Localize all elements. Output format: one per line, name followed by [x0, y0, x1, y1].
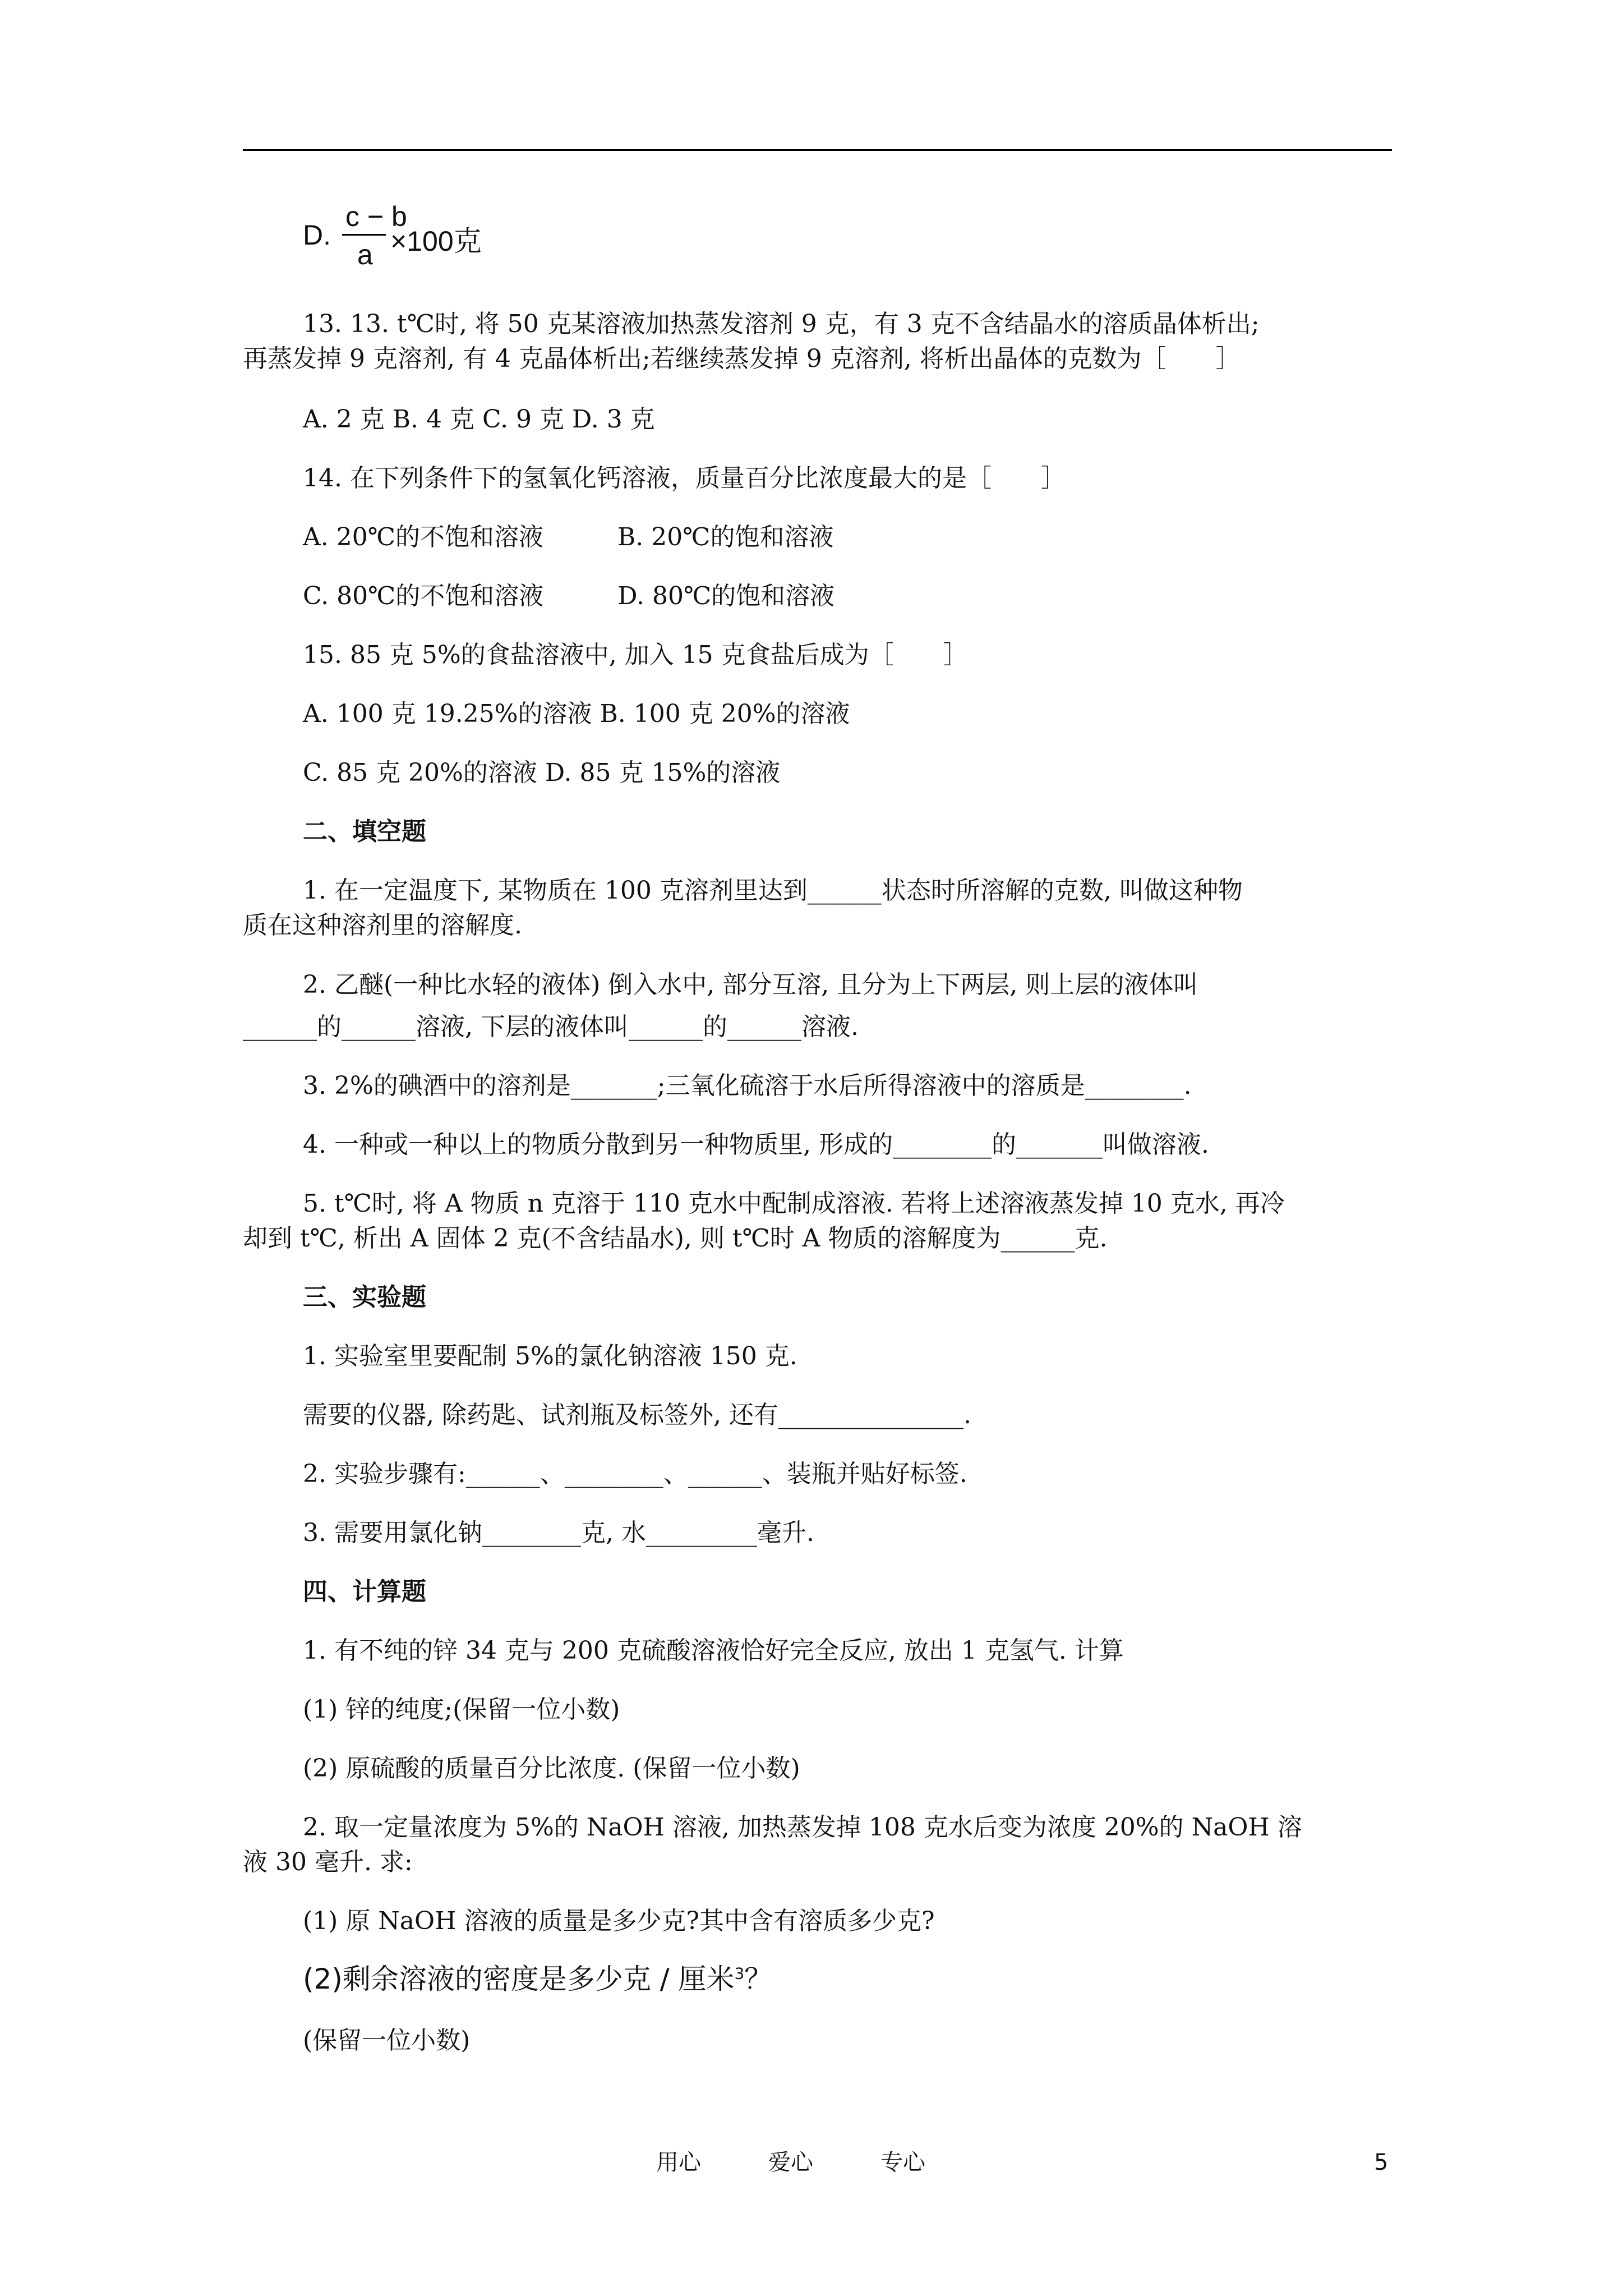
fraction-bar [342, 234, 386, 236]
option-d-suffix: ×100克 [390, 226, 482, 257]
formula-denominator: a [357, 239, 373, 270]
fill-q5-line1: 5. t℃时, 将 A 物质 n 克溶于 110 克水中配制成溶液. 若将上述溶液蒸发掉 10 克水, 再冷 [303, 1189, 1285, 1218]
fill-q3: 3. 2%的碘酒中的溶剂是_______;三氧化硫溶于水后所得溶液中的溶质是________. [303, 1071, 1192, 1100]
footer-motto-3: 专心 [880, 2150, 925, 2175]
question-13-options: A. 2 克 B. 4 克 C. 9 克 D. 3 克 [303, 405, 655, 434]
calc-q1-part1: (1) 锌的纯度;(保留一位小数) [303, 1695, 620, 1724]
question-15-stem: 15. 85 克 5%的食盐溶液中, 加入 15 克食盐后成为［ ］ [303, 641, 968, 669]
fill-q1-line1: 1. 在一定温度下, 某物质在 100 克溶剂里达到______状态时所溶解的克数, 叫做这种物 [303, 876, 1243, 905]
section-calc-title: 四、计算题 [303, 1577, 426, 1606]
experiment-q2: 2. 实验步骤有:______、________、______、装瓶并贴好标签. [303, 1460, 967, 1488]
fill-q1-line2: 质在这种溶剂里的溶解度. [243, 911, 522, 940]
calc-q2-line1: 2. 取一定量浓度为 5%的 NaOH 溶液, 加热蒸发掉 108 克水后变为浓度 20%的 NaOH 溶 [303, 1813, 1302, 1842]
question-14-options-ab: A. 20℃的不饱和溶液 B. 20℃的饱和溶液 [303, 523, 834, 551]
fill-q2-line1: 2. 乙醚(一种比水轻的液体) 倒入水中, 部分互溶, 且分为上下两层, 则上层的液体叫 [303, 970, 1198, 999]
option-d-prefix: D. [303, 219, 331, 251]
experiment-q1-instruments: 需要的仪器, 除药匙、试剂瓶及标签外, 还有_______________. [303, 1401, 971, 1429]
calc-q2-note: (保留一位小数) [303, 2026, 471, 2055]
fill-q2-line2: ______的______溶液, 下层的液体叫______的______溶液. [243, 1013, 859, 1041]
question-13-line1: 13. 13. t℃时, 将 50 克某溶液加热蒸发溶剂 9 克，有 3 克不含结晶水的溶质晶体析出; [303, 310, 1260, 338]
question-14-options-cd: C. 80℃的不饱和溶液 D. 80℃的饱和溶液 [303, 582, 835, 610]
calc-q2-line2: 液 30 毫升. 求: [243, 1848, 413, 1876]
calc-q1: 1. 有不纯的锌 34 克与 200 克硫酸溶液恰好完全反应, 放出 1 克氢气. 计算 [303, 1636, 1124, 1665]
section-fill-title: 二、填空题 [303, 817, 426, 846]
question-13-line2: 再蒸发掉 9 克溶剂, 有 4 克晶体析出;若继续蒸发掉 9 克溶剂, 将析出晶体的克数为［ ］ [243, 344, 1241, 373]
question-15-options-cd: C. 85 克 20%的溶液 D. 85 克 15%的溶液 [303, 758, 781, 787]
calc-q2-part1: (1) 原 NaOH 溶液的质量是多少克?其中含有溶质多少克? [303, 1907, 935, 1935]
experiment-q1: 1. 实验室里要配制 5%的氯化钠溶液 150 克. [303, 1342, 797, 1370]
page-number: 5 [1374, 2150, 1389, 2175]
footer-motto-1: 用心 [656, 2150, 701, 2175]
formula-numerator: c − b [345, 201, 407, 232]
question-15-options-ab: A. 100 克 19.25%的溶液 B. 100 克 20%的溶液 [303, 700, 850, 728]
header-rule [243, 149, 1392, 151]
fill-q4: 4. 一种或一种以上的物质分散到另一种物质里, 形成的________的_______叫做溶液. [303, 1130, 1209, 1159]
footer-motto-2: 爱心 [768, 2150, 813, 2175]
calc-q2-part2: (2)剩余溶液的密度是多少克 / 厘米$^3$？ [303, 1963, 773, 1995]
calc-q1-part2: (2) 原硫酸的质量百分比浓度. (保留一位小数) [303, 1754, 800, 1783]
section-experiment-title: 三、实验题 [303, 1283, 426, 1312]
experiment-q3: 3. 需要用氯化钠________克, 水_________毫升. [303, 1519, 814, 1547]
question-14-stem: 14. 在下列条件下的氢氧化钙溶液，质量百分比浓度最大的是［ ］ [303, 464, 1066, 493]
fill-q5-line2: 却到 t℃, 析出 A 固体 2 克(不含结晶水), 则 t℃时 A 物质的溶解度为______克. [243, 1224, 1108, 1253]
